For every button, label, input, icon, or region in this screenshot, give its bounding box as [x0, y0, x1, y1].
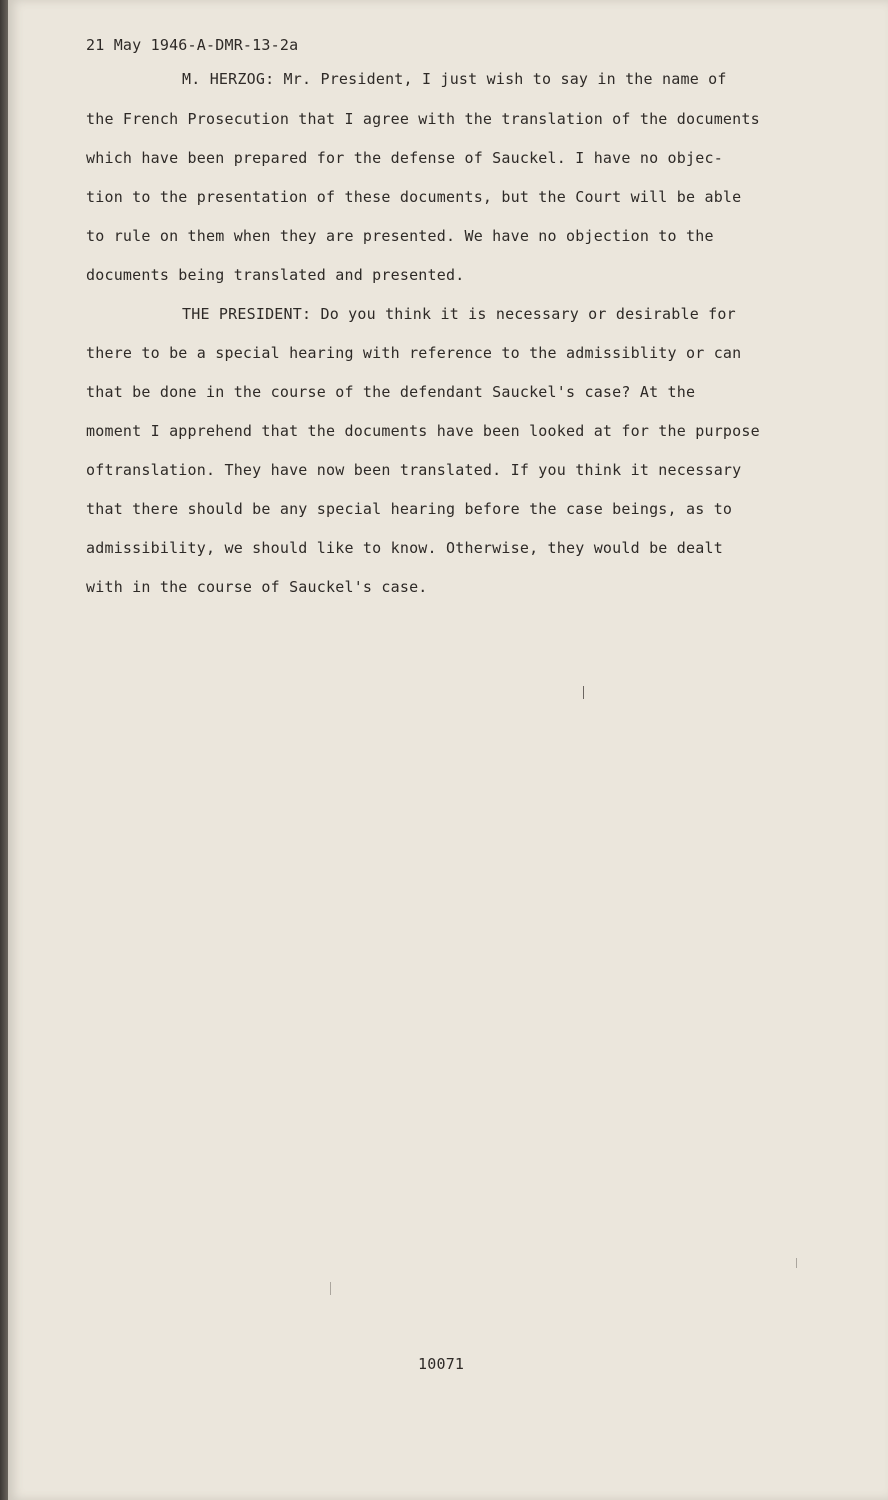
scan-edge [0, 0, 8, 1500]
document-header: 21 May 1946-A-DMR-13-2a [86, 36, 299, 54]
herzog-line-1: M. HERZOG: Mr. President, I just wish to say in the name of [182, 70, 727, 88]
president-line-1: THE PRESIDENT: Do you think it is necessary or desirable for [182, 305, 736, 323]
president-line-5: oftranslation. They have now been translated. If you think it necessary [86, 461, 742, 479]
herzog-line-6: documents being translated and presented. [86, 266, 465, 284]
herzog-line-4: tion to the presentation of these documents, but the Court will be able [86, 188, 742, 206]
president-line-7: admissibility, we should like to know. Otherwise, they would be dealt [86, 539, 723, 557]
herzog-line-5: to rule on them when they are presented. We have no objection to the [86, 227, 714, 245]
herzog-line-3: which have been prepared for the defense of Sauckel. I have no objec- [86, 149, 723, 167]
president-line-4: moment I apprehend that the documents have been looked at for the purpose [86, 422, 760, 440]
president-line-6: that there should be any special hearing before the case beings, as to [86, 500, 733, 518]
president-line-8: with in the course of Sauckel's case. [86, 578, 428, 596]
stray-pencil-mark [583, 686, 584, 699]
stray-pencil-mark [330, 1282, 331, 1295]
typed-document-page [8, 0, 888, 1500]
president-line-3: that be done in the course of the defendant Sauckel's case? At the [86, 383, 696, 401]
page-number: 10071 [418, 1355, 465, 1373]
president-line-2: there to be a special hearing with reference to the admissiblity or can [86, 344, 742, 362]
herzog-line-2: the French Prosecution that I agree with the translation of the documents [86, 110, 760, 128]
stray-pencil-mark [796, 1258, 797, 1268]
